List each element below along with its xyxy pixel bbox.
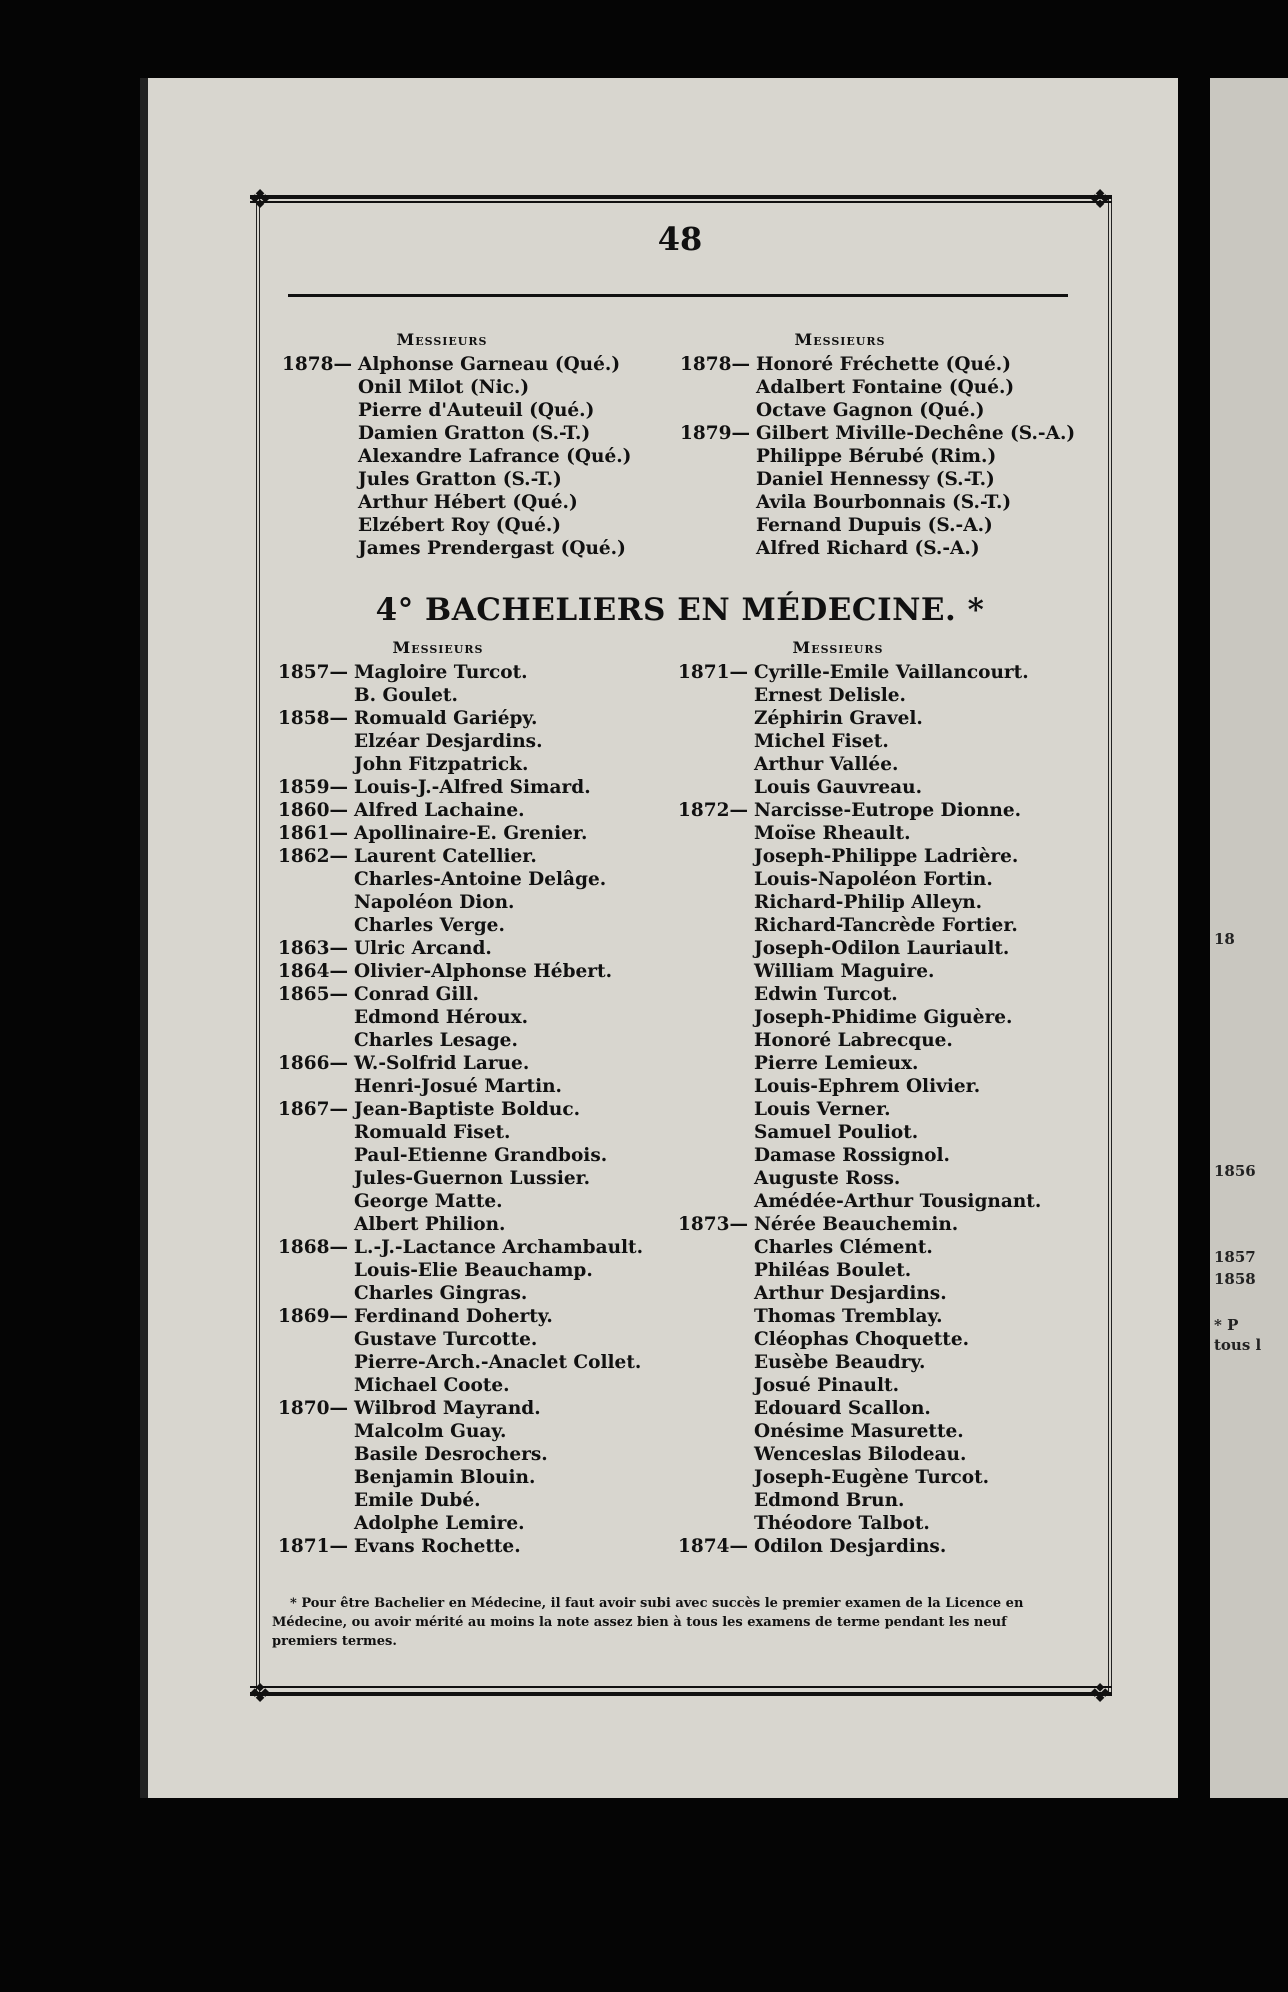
entry-list xyxy=(680,353,1100,560)
entry-name: Alfred Lachaine. xyxy=(354,800,525,821)
list-item xyxy=(278,868,678,891)
list-item xyxy=(678,1052,1098,1075)
entry-name: Louis Verner. xyxy=(754,1099,891,1120)
list-item xyxy=(678,1328,1098,1351)
entry-name: Narcisse-Eutrope Dionne. xyxy=(754,800,1022,821)
list-item xyxy=(278,1535,678,1558)
list-item xyxy=(678,1305,1098,1328)
entry-year: 1865— xyxy=(278,984,348,1005)
entry-name: Charles Verge. xyxy=(354,915,505,936)
entry-name: W.-Solfrid Larue. xyxy=(354,1053,530,1074)
entry-name: Charles Clément. xyxy=(754,1237,933,1258)
list-item xyxy=(282,537,662,560)
entry-name: Damase Rossignol. xyxy=(754,1145,950,1166)
list-item xyxy=(678,1443,1098,1466)
entry-name: Ferdinand Doherty. xyxy=(354,1306,553,1327)
bottom-right-column xyxy=(678,638,1098,1558)
entry-name: Louis-Elie Beauchamp. xyxy=(354,1260,593,1281)
list-item xyxy=(278,1512,678,1535)
fragment-text: tous l xyxy=(1214,1336,1262,1354)
entry-name: Wenceslas Bilodeau. xyxy=(754,1444,967,1465)
entry-name: Alfred Richard (S.-A.) xyxy=(756,538,980,559)
list-item xyxy=(678,730,1098,753)
list-item xyxy=(680,537,1100,560)
column-header: Messieurs xyxy=(392,638,484,657)
list-item xyxy=(278,983,678,1006)
section-title: 4° BACHELIERS EN MÉDECINE. * xyxy=(375,592,985,628)
entry-name: Samuel Pouliot. xyxy=(754,1122,919,1143)
entry-name: Philippe Bérubé (Rim.) xyxy=(756,446,997,467)
list-item xyxy=(678,1466,1098,1489)
entry-year: 1861— xyxy=(278,823,348,844)
entry-name: Avila Bourbonnais (S.-T.) xyxy=(756,492,1012,513)
entry-name: Cyrille-Emile Vaillancourt. xyxy=(754,662,1029,683)
entry-name: Romuald Fiset. xyxy=(354,1122,511,1143)
entry-name: Onil Milot (Nic.) xyxy=(358,377,530,398)
entry-list xyxy=(282,353,662,560)
list-item xyxy=(278,799,678,822)
entry-year: 1859— xyxy=(278,777,348,798)
list-item xyxy=(678,1213,1098,1236)
entry-name: Joseph-Eugène Turcot. xyxy=(754,1467,990,1488)
entry-name: Olivier-Alphonse Hébert. xyxy=(354,961,613,982)
list-item xyxy=(278,707,678,730)
list-item xyxy=(278,1190,678,1213)
list-item xyxy=(278,914,678,937)
entry-name: Richard-Tancrède Fortier. xyxy=(754,915,1018,936)
list-item xyxy=(278,1052,678,1075)
entry-name: Adolphe Lemire. xyxy=(354,1513,525,1534)
list-item xyxy=(678,891,1098,914)
entry-name: Pierre d'Auteuil (Qué.) xyxy=(358,400,595,421)
fragment-text: 18 xyxy=(1214,930,1235,948)
list-item xyxy=(278,1282,678,1305)
entry-name: Edmond Héroux. xyxy=(354,1007,529,1028)
list-item xyxy=(278,891,678,914)
footnote xyxy=(272,1594,1072,1651)
list-item xyxy=(278,1121,678,1144)
entry-year: 1866— xyxy=(278,1053,348,1074)
entry-name: Emile Dubé. xyxy=(354,1490,481,1511)
list-item xyxy=(678,1006,1098,1029)
list-item xyxy=(278,1351,678,1374)
entry-name: Thomas Tremblay. xyxy=(754,1306,943,1327)
entry-name: William Maguire. xyxy=(754,961,935,982)
list-item xyxy=(278,1374,678,1397)
column-header: Messieurs xyxy=(792,638,884,657)
list-item xyxy=(278,845,678,868)
list-item xyxy=(680,514,1100,537)
entry-year: 1864— xyxy=(278,961,348,982)
entry-name: George Matte. xyxy=(354,1191,503,1212)
list-item xyxy=(278,1075,678,1098)
entry-name: Louis-Ephrem Olivier. xyxy=(754,1076,981,1097)
list-item xyxy=(678,1121,1098,1144)
list-item xyxy=(678,960,1098,983)
list-item xyxy=(678,1420,1098,1443)
list-item xyxy=(282,376,662,399)
adjacent-page-fragments xyxy=(1210,78,1288,1798)
entry-name: Auguste Ross. xyxy=(754,1168,901,1189)
entry-year: 1878— xyxy=(282,354,352,375)
entry-name: Jean-Baptiste Bolduc. xyxy=(354,1099,581,1120)
entry-name: Amédée-Arthur Tousignant. xyxy=(754,1191,1042,1212)
entry-name: L.-J.-Lactance Archambault. xyxy=(354,1237,644,1258)
list-item xyxy=(278,730,678,753)
entry-name: Edmond Brun. xyxy=(754,1490,905,1511)
list-item xyxy=(678,1282,1098,1305)
entry-year: 1873— xyxy=(678,1214,748,1235)
corner-ornament-icon: ❖ xyxy=(248,1679,272,1709)
entry-name: Conrad Gill. xyxy=(354,984,479,1005)
list-item xyxy=(678,1351,1098,1374)
list-item xyxy=(278,1328,678,1351)
list-item xyxy=(282,399,662,422)
entry-name: Malcolm Guay. xyxy=(354,1421,507,1442)
entry-year: 1867— xyxy=(278,1099,348,1120)
entry-name: Arthur Vallée. xyxy=(754,754,899,775)
list-item xyxy=(678,1144,1098,1167)
entry-year: 1863— xyxy=(278,938,348,959)
list-item xyxy=(278,1006,678,1029)
entry-name: Paul-Etienne Grandbois. xyxy=(354,1145,608,1166)
entry-name: Onésime Masurette. xyxy=(754,1421,964,1442)
list-item xyxy=(680,491,1100,514)
list-item xyxy=(278,1443,678,1466)
entry-name: Zéphirin Gravel. xyxy=(754,708,923,729)
top-right-column xyxy=(680,330,1100,560)
list-item xyxy=(278,822,678,845)
entry-name: Louis-J.-Alfred Simard. xyxy=(354,777,591,798)
list-item xyxy=(282,353,662,376)
entry-name: Arthur Desjardins. xyxy=(754,1283,947,1304)
list-item xyxy=(278,1466,678,1489)
list-item xyxy=(278,1236,678,1259)
list-item xyxy=(278,1144,678,1167)
corner-ornament-icon: ❖ xyxy=(248,185,272,215)
list-item xyxy=(680,422,1100,445)
entry-name: Honoré Fréchette (Qué.) xyxy=(756,354,1011,375)
column-header: Messieurs xyxy=(396,330,488,349)
list-item xyxy=(680,353,1100,376)
entry-name: Louis-Napoléon Fortin. xyxy=(754,869,993,890)
list-item xyxy=(678,1489,1098,1512)
corner-ornament-icon: ❖ xyxy=(1088,185,1112,215)
entry-name: Ulric Arcand. xyxy=(354,938,492,959)
bottom-left-column xyxy=(278,638,678,1558)
list-item xyxy=(678,753,1098,776)
entry-name: Elzéar Desjardins. xyxy=(354,731,543,752)
entry-name: Alexandre Lafrance (Qué.) xyxy=(358,446,632,467)
entry-name: Arthur Hébert (Qué.) xyxy=(358,492,578,513)
list-item xyxy=(278,1098,678,1121)
list-item xyxy=(678,1259,1098,1282)
entry-name: Cléophas Choquette. xyxy=(754,1329,970,1350)
entry-name: Pierre Lemieux. xyxy=(754,1053,919,1074)
list-item xyxy=(680,376,1100,399)
list-item xyxy=(678,1075,1098,1098)
list-item xyxy=(278,1213,678,1236)
entry-name: B. Goulet. xyxy=(354,685,458,706)
entry-list xyxy=(278,661,678,1558)
entry-name: Gilbert Miville-Dechêne (S.-A.) xyxy=(756,423,1076,444)
list-item xyxy=(278,1397,678,1420)
entry-name: Edouard Scallon. xyxy=(754,1398,931,1419)
entry-name: James Prendergast (Qué.) xyxy=(358,538,626,559)
entry-year: 1871— xyxy=(278,1536,348,1557)
list-item xyxy=(678,707,1098,730)
entry-year: 1858— xyxy=(278,708,348,729)
entry-name: Charles Lesage. xyxy=(354,1030,518,1051)
entry-year: 1872— xyxy=(678,800,748,821)
list-item xyxy=(678,1167,1098,1190)
entry-name: Laurent Catellier. xyxy=(354,846,537,867)
list-item xyxy=(678,1374,1098,1397)
entry-name: Joseph-Philippe Ladrière. xyxy=(754,846,1019,867)
entry-name: Fernand Dupuis (S.-A.) xyxy=(756,515,993,536)
list-item xyxy=(680,399,1100,422)
entry-name: Jules-Guernon Lussier. xyxy=(354,1168,591,1189)
list-item xyxy=(678,868,1098,891)
entry-name: Nérée Beauchemin. xyxy=(754,1214,959,1235)
list-item xyxy=(278,1259,678,1282)
entry-year: 1870— xyxy=(278,1398,348,1419)
entry-name: Elzébert Roy (Qué.) xyxy=(358,515,562,536)
entry-name: Gustave Turcotte. xyxy=(354,1329,538,1350)
list-item xyxy=(282,445,662,468)
list-item xyxy=(678,1236,1098,1259)
list-item xyxy=(278,1489,678,1512)
list-item xyxy=(278,776,678,799)
header-rule xyxy=(288,294,1068,297)
entry-name: Magloire Turcot. xyxy=(354,662,528,683)
entry-name: Benjamin Blouin. xyxy=(354,1467,536,1488)
entry-name: Basile Desrochers. xyxy=(354,1444,548,1465)
entry-name: Josué Pinault. xyxy=(754,1375,900,1396)
entry-name: Philéas Boulet. xyxy=(754,1260,912,1281)
entry-name: Albert Philion. xyxy=(354,1214,506,1235)
list-item xyxy=(282,468,662,491)
entry-name: Daniel Hennessy (S.-T.) xyxy=(756,469,995,490)
entry-name: Louis Gauvreau. xyxy=(754,777,923,798)
entry-name: Moïse Rheault. xyxy=(754,823,911,844)
list-item xyxy=(278,1029,678,1052)
entry-year: 1878— xyxy=(680,354,750,375)
entry-name: Edwin Turcot. xyxy=(754,984,898,1005)
entry-name: Joseph-Phidime Giguère. xyxy=(754,1007,1013,1028)
entry-year: 1857— xyxy=(278,662,348,683)
list-item xyxy=(282,422,662,445)
list-item xyxy=(678,914,1098,937)
fragment-text: 1857 xyxy=(1214,1248,1256,1266)
list-item xyxy=(678,937,1098,960)
entry-name: Michael Coote. xyxy=(354,1375,510,1396)
column-header: Messieurs xyxy=(794,330,886,349)
entry-name: Honoré Labrecque. xyxy=(754,1030,953,1051)
list-item xyxy=(278,960,678,983)
entry-name: Henri-Josué Martin. xyxy=(354,1076,562,1097)
page-number: 48 xyxy=(657,220,703,258)
list-item xyxy=(678,1535,1098,1558)
list-item xyxy=(278,1167,678,1190)
entry-year: 1862— xyxy=(278,846,348,867)
fragment-text: 1858 xyxy=(1214,1270,1256,1288)
entry-year: 1879— xyxy=(680,423,750,444)
list-item xyxy=(282,491,662,514)
list-item xyxy=(680,468,1100,491)
entry-name: Octave Gagnon (Qué.) xyxy=(756,400,985,421)
list-item xyxy=(678,1512,1098,1535)
entry-year: 1869— xyxy=(278,1306,348,1327)
entry-name: Adalbert Fontaine (Qué.) xyxy=(756,377,1015,398)
list-item xyxy=(282,514,662,537)
entry-list xyxy=(678,661,1098,1558)
corner-ornament-icon: ❖ xyxy=(1088,1679,1112,1709)
list-item xyxy=(678,661,1098,684)
entry-name: Richard-Philip Alleyn. xyxy=(754,892,983,913)
entry-name: Damien Gratton (S.-T.) xyxy=(358,423,591,444)
entry-name: Alphonse Garneau (Qué.) xyxy=(358,354,621,375)
list-item xyxy=(680,445,1100,468)
list-item xyxy=(278,661,678,684)
entry-year: 1868— xyxy=(278,1237,348,1258)
list-item xyxy=(678,1397,1098,1420)
entry-name: Wilbrod Mayrand. xyxy=(354,1398,541,1419)
entry-year: 1874— xyxy=(678,1536,748,1557)
list-item xyxy=(278,684,678,707)
bottom-border-rule xyxy=(250,1692,1112,1696)
entry-name: Charles Gingras. xyxy=(354,1283,528,1304)
adjacent-page xyxy=(1210,78,1288,1798)
top-left-column xyxy=(282,330,662,560)
entry-year: 1860— xyxy=(278,800,348,821)
top-border-rule-inner xyxy=(250,201,1112,203)
list-item xyxy=(278,937,678,960)
list-item xyxy=(278,1305,678,1328)
entry-name: Eusèbe Beaudry. xyxy=(754,1352,926,1373)
entry-name: Romuald Gariépy. xyxy=(354,708,538,729)
list-item xyxy=(278,753,678,776)
entry-name: Evans Rochette. xyxy=(354,1536,521,1557)
top-border-rule xyxy=(250,195,1112,199)
list-item xyxy=(678,845,1098,868)
entry-name: Charles-Antoine Delâge. xyxy=(354,869,607,890)
entry-name: Napoléon Dion. xyxy=(354,892,515,913)
list-item xyxy=(278,1420,678,1443)
bottom-border-rule-inner xyxy=(250,1686,1112,1688)
entry-name: Apollinaire-E. Grenier. xyxy=(354,823,588,844)
list-item xyxy=(678,1029,1098,1052)
fragment-text: 1856 xyxy=(1214,1162,1256,1180)
entry-name: Ernest Delisle. xyxy=(754,685,906,706)
list-item xyxy=(678,799,1098,822)
list-item xyxy=(678,776,1098,799)
list-item xyxy=(678,1190,1098,1213)
fragment-text: * P xyxy=(1214,1316,1239,1334)
entry-name: Odilon Desjardins. xyxy=(754,1536,947,1557)
entry-name: Joseph-Odilon Lauriault. xyxy=(754,938,1010,959)
entry-name: John Fitzpatrick. xyxy=(354,754,529,775)
list-item xyxy=(678,1098,1098,1121)
entry-name: Jules Gratton (S.-T.) xyxy=(358,469,562,490)
entry-name: Michel Fiset. xyxy=(754,731,889,752)
list-item xyxy=(678,684,1098,707)
entry-name: Pierre-Arch.-Anaclet Collet. xyxy=(354,1352,642,1373)
footnote-text: * Pour être Bachelier en Médecine, il faut avoir subi avec succès le premier examen de la Licence en Médecine, ou avoir mérité au moins la note assez bien à tous les examens de terme pendant les neuf premiers termes. xyxy=(272,1596,1024,1649)
list-item xyxy=(678,822,1098,845)
list-item xyxy=(678,983,1098,1006)
entry-year: 1871— xyxy=(678,662,748,683)
entry-name: Théodore Talbot. xyxy=(754,1513,930,1534)
